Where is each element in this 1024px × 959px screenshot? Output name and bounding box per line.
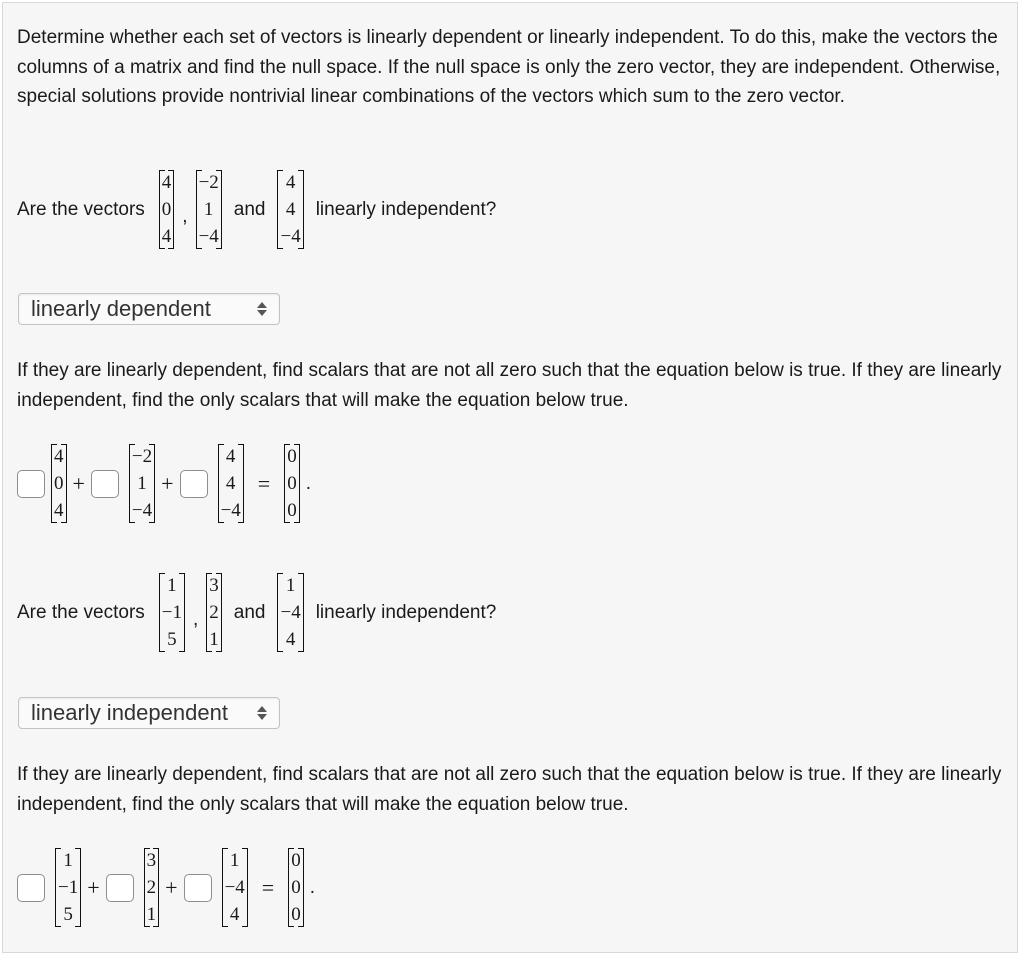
scalar-input-3[interactable] (184, 874, 212, 902)
vector-1: 1 −1 5 (159, 572, 185, 653)
problem-1-question (17, 169, 496, 250)
scalar-input-1[interactable] (17, 470, 45, 498)
scalars-instruction: If they are linearly dependent, find scalars that are not all zero such that the equation below is true. If they are linearly independent, find the only scalars that will make the equation below true. (17, 764, 1002, 815)
period: . (309, 876, 315, 898)
are-the-vectors-label: Are the vectors (17, 198, 145, 220)
dependence-dropdown[interactable] (18, 697, 280, 729)
dropdown-value: linearly independent (31, 700, 228, 725)
and-label: and (233, 198, 266, 220)
vector-3: 4 4 −4 (218, 443, 244, 524)
dropdown-arrows-icon (257, 302, 267, 316)
vector-3: 1 −4 4 (222, 847, 248, 928)
are-the-vectors-label: Are the vectors (17, 601, 145, 623)
comma: , (182, 206, 188, 227)
instructions-text: Determine whether each set of vectors is linearly dependent or linearly independent. To do this, make the vectors the columns of a matrix and find the null space. If the null space is only the zero vector, they are independent. Otherwise, special solutions provide nontrivial linear combinations of the vectors which sum to the zero vector. (17, 27, 1001, 107)
dropdown-value: linearly dependent (31, 296, 211, 321)
scalars-instruction: If they are linearly dependent, find scalars that are not all zero such that the equation below is true. If they are linearly independent, find the only scalars that will make the equation below true. (17, 360, 1002, 411)
scalar-input-3[interactable] (180, 470, 208, 498)
plus-sign: + (72, 470, 85, 496)
problem-2-question (17, 572, 496, 653)
dependence-dropdown[interactable] (18, 293, 280, 325)
problem-1-equation (17, 443, 311, 524)
scalar-input-2[interactable] (91, 470, 119, 498)
plus-sign: + (161, 470, 174, 496)
vector-2: 3 2 1 (206, 572, 222, 653)
vector-1: 1 −1 5 (55, 847, 81, 928)
vector-2: 3 2 1 (144, 847, 160, 928)
vector-1: 4 0 4 (51, 443, 67, 524)
and-label: and (233, 601, 266, 623)
linearly-independent-question: linearly independent? (315, 601, 497, 623)
problem-2-equation (17, 847, 315, 928)
zero-vector: 0 0 0 (288, 847, 304, 928)
plus-sign: + (87, 874, 100, 900)
period: . (305, 472, 311, 494)
scalar-input-1[interactable] (17, 874, 45, 902)
vector-1: 4 0 4 (159, 169, 175, 250)
vector-2: −2 1 −4 (129, 443, 155, 524)
scalar-input-2[interactable] (106, 874, 134, 902)
vector-3: 1 −4 4 (277, 572, 303, 653)
equals-sign: = (261, 874, 275, 900)
comma: , (193, 609, 199, 630)
equals-sign: = (257, 470, 271, 496)
vector-3: 4 4 −4 (277, 169, 303, 250)
zero-vector: 0 0 0 (284, 443, 300, 524)
vector-2: −2 1 −4 (196, 169, 222, 250)
question-panel (2, 2, 1018, 953)
linearly-independent-question: linearly independent? (315, 198, 497, 220)
dropdown-arrows-icon (257, 706, 267, 720)
plus-sign: + (165, 874, 178, 900)
